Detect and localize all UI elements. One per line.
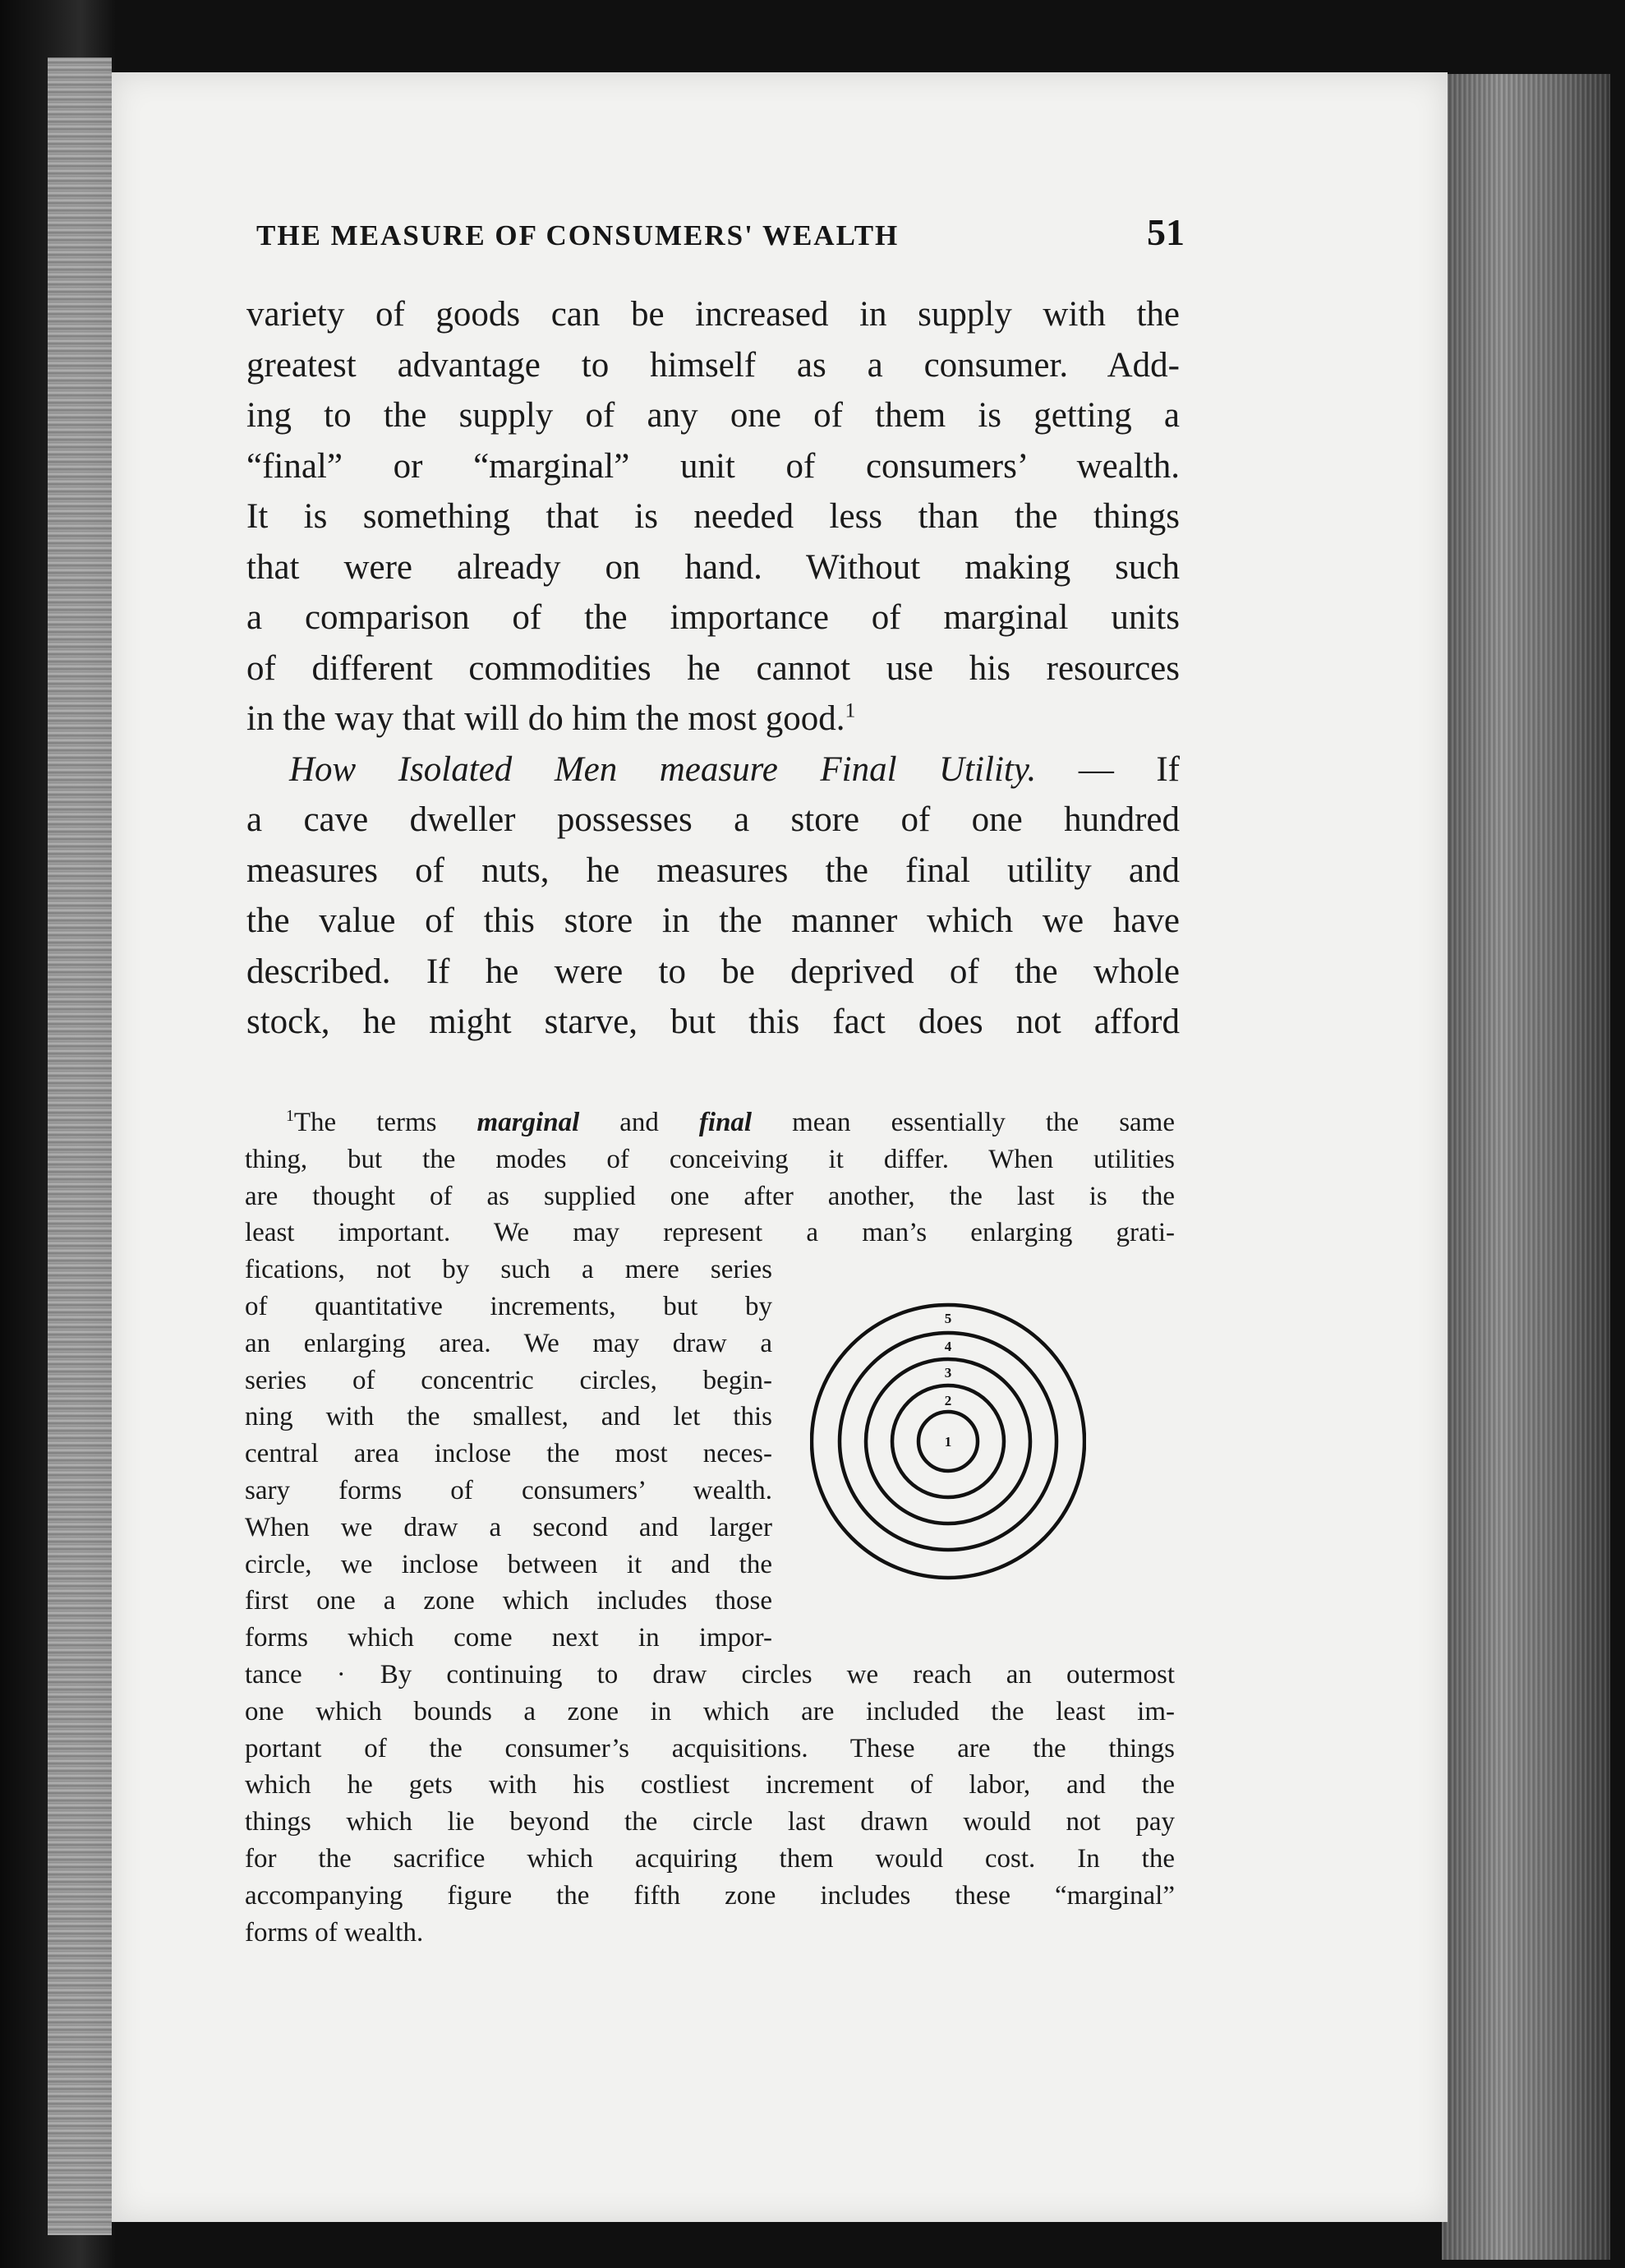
footnote-line: When we draw a second and larger bbox=[245, 1512, 772, 1542]
footnote-line: one which bounds a zone in which are included the least im- bbox=[245, 1696, 1175, 1726]
footnote-line: of quantitative increments, but by bbox=[245, 1291, 772, 1321]
body-line: described. If he were to be deprived of the whole bbox=[246, 952, 1180, 991]
facing-page-edge bbox=[48, 58, 112, 2235]
footnote-line: central area inclose the most neces- bbox=[245, 1439, 772, 1469]
section-heading-dash: — If bbox=[1036, 749, 1181, 789]
body-line: “final” or “marginal” unit of consumers’ wealth. bbox=[246, 446, 1180, 486]
page-number: 51 bbox=[1147, 211, 1185, 253]
body-line: It is something that is needed less than the things bbox=[246, 497, 1180, 536]
footnote-line: first one a zone which includes those bbox=[245, 1586, 772, 1616]
body-line bbox=[246, 694, 1180, 744]
footnote-line: fications, not by such a mere series bbox=[245, 1255, 772, 1285]
footnote-mark: 1 bbox=[286, 1107, 294, 1125]
footnote-line: thing, but the modes of conceiving it differ. When utilities bbox=[245, 1144, 1175, 1174]
footnote-line: sary forms of consumers’ wealth. bbox=[245, 1475, 772, 1505]
footnote-line: an enlarging area. We may draw a bbox=[245, 1328, 772, 1358]
footnote-emphasis: final bbox=[698, 1108, 753, 1137]
footnote-reference: 1 bbox=[845, 698, 856, 722]
concentric-circles-diagram bbox=[810, 1293, 1086, 1589]
footnote-line: forms which come next in impor- bbox=[245, 1623, 772, 1653]
body-line: a comparison of the importance of marginal units bbox=[246, 598, 1180, 637]
footnote-line: series of concentric circles, begin- bbox=[245, 1365, 772, 1395]
footnote-line bbox=[245, 1104, 1175, 1141]
footnote-line: are thought of as supplied one after another, the last is the bbox=[245, 1181, 1175, 1211]
concentric-circles-figure bbox=[810, 1293, 1086, 1589]
footnote-line: circle, we inclose between it and the bbox=[245, 1549, 772, 1579]
body-line: variety of goods can be increased in supply with the bbox=[246, 295, 1180, 334]
footnote-text: and bbox=[579, 1108, 699, 1137]
footnote-line: accompanying figure the fifth zone includes these “marginal” bbox=[245, 1880, 1175, 1911]
footnote-line: things which lie beyond the circle last drawn would not pay bbox=[245, 1807, 1175, 1837]
body-line: measures of nuts, he measures the final utility and bbox=[246, 850, 1180, 890]
footnote-text: The terms bbox=[293, 1108, 477, 1137]
running-head: THE MEASURE OF CONSUMERS' WEALTH bbox=[256, 219, 900, 251]
footnote-line: for the sacrifice which acquiring them would cost. In the bbox=[245, 1843, 1175, 1874]
ring-label-4: 4 bbox=[944, 1339, 952, 1354]
section-heading-line bbox=[246, 744, 1180, 795]
ring-label-1: 1 bbox=[944, 1434, 952, 1450]
footnote-line: portant of the consumer’s acquisitions. These are the things bbox=[245, 1733, 1175, 1763]
footnote-line: which he gets with his costliest increment of labor, and the bbox=[245, 1770, 1175, 1800]
body-line: ing to the supply of any one of them is getting a bbox=[246, 396, 1180, 435]
body-line: that were already on hand. Without making such bbox=[246, 547, 1180, 587]
footnote-emphasis: marginal bbox=[476, 1108, 580, 1137]
ring-label-5: 5 bbox=[944, 1311, 952, 1326]
footnote-line: forms of wealth. bbox=[245, 1917, 424, 1948]
footnote-line: ning with the smallest, and let this bbox=[245, 1402, 772, 1432]
section-heading: How Isolated Men measure Final Utility. bbox=[289, 749, 1037, 789]
footnote-line: tance · By continuing to draw circles we reach an outermost bbox=[245, 1659, 1175, 1689]
body-line: a cave dweller possesses a store of one hundred bbox=[246, 800, 1180, 839]
body-text bbox=[246, 289, 1180, 1048]
footnote-text: mean essentially the same bbox=[752, 1108, 1175, 1137]
body-line-text: in the way that will do him the most good. bbox=[246, 699, 845, 738]
body-line: of different commodities he cannot use his resources bbox=[246, 648, 1180, 688]
body-line: the value of this store in the manner which we have bbox=[246, 901, 1180, 940]
body-line: stock, he might starve, but this fact does not afford bbox=[246, 1003, 1180, 1041]
footnote-line: least important. We may represent a man’s enlarging grati- bbox=[245, 1218, 1175, 1248]
book-fore-edge bbox=[1442, 74, 1610, 2260]
ring-label-2: 2 bbox=[944, 1393, 952, 1408]
body-line: greatest advantage to himself as a consumer. Add- bbox=[246, 345, 1180, 385]
ring-label-3: 3 bbox=[944, 1365, 952, 1381]
